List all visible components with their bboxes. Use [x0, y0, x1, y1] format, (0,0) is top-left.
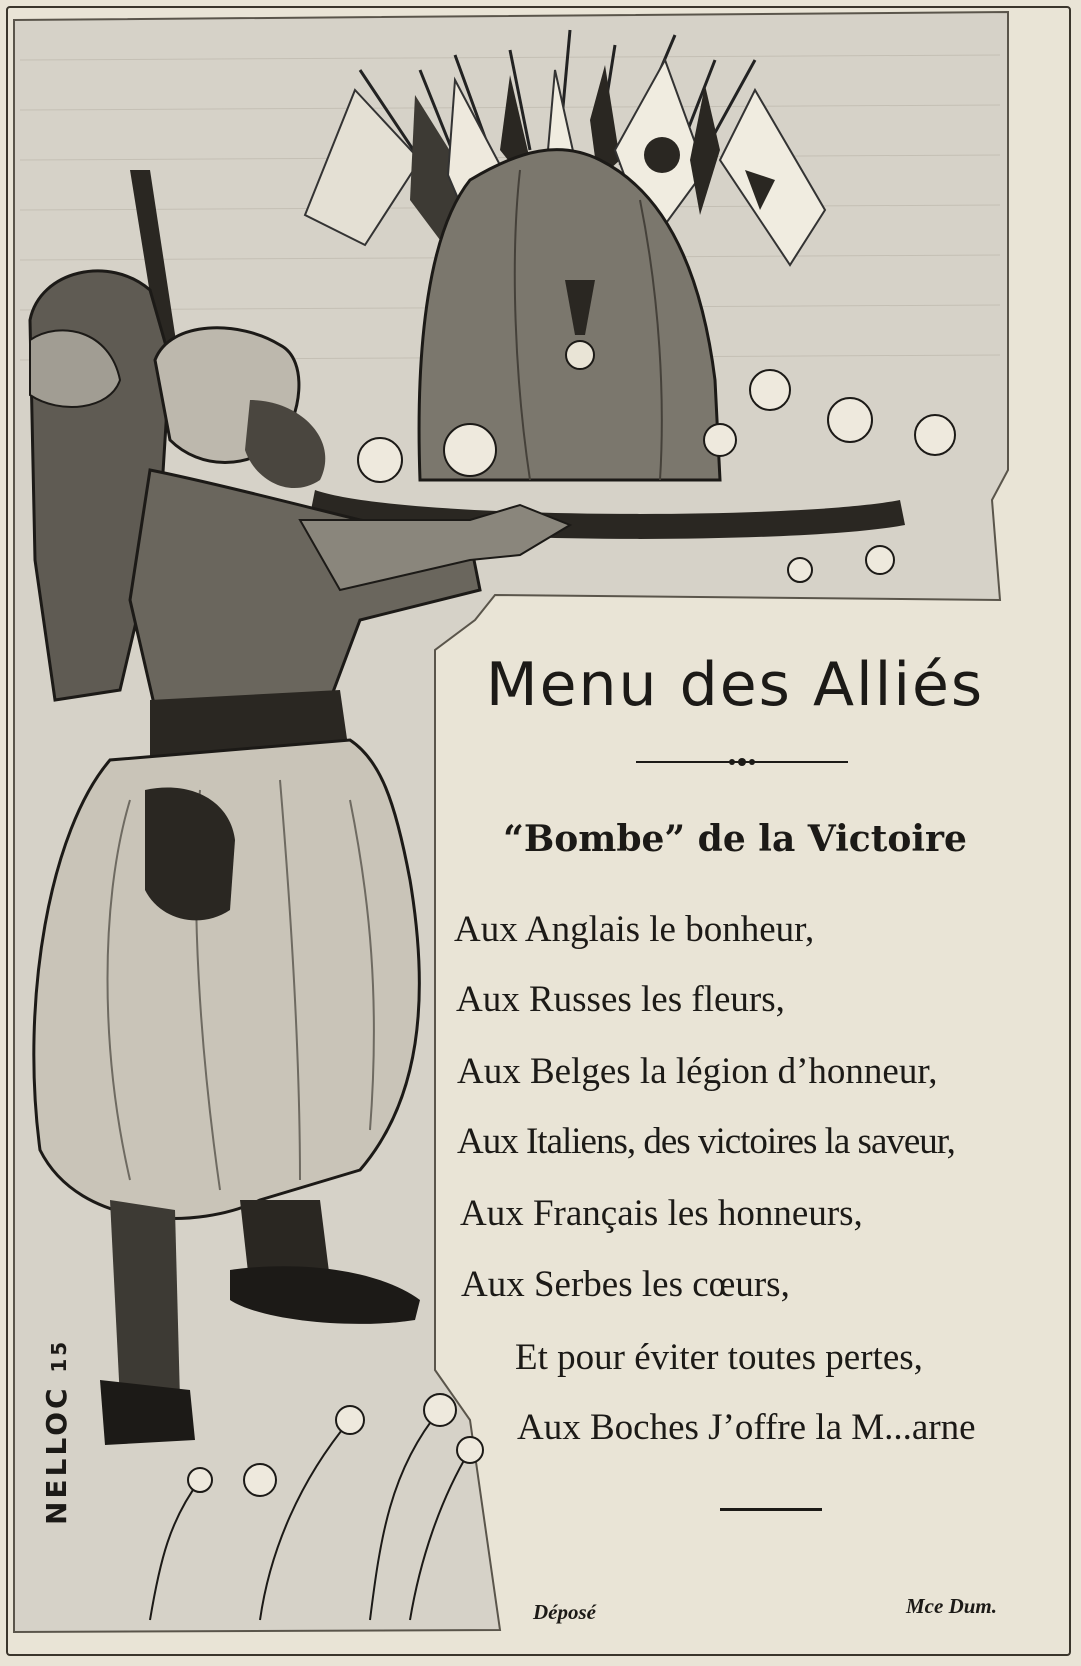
verse-line: Aux Boches J’offre la M...arne: [517, 1407, 976, 1448]
footer-depose: Déposé: [533, 1600, 596, 1624]
closing-rule: [720, 1508, 822, 1511]
left-gaiter: [110, 1200, 180, 1400]
artist-signature: [40, 1339, 73, 1525]
artist-year: 15: [47, 1338, 71, 1373]
verse-line: Aux Belges la légion d’honneur,: [457, 1051, 938, 1092]
verse-line: Aux Anglais le bonheur,: [454, 909, 815, 950]
verse-line: Aux Russes les fleurs,: [456, 979, 785, 1020]
medal-icon: [566, 341, 594, 369]
verse-line: Aux Italiens, des victoires la saveur,: [457, 1121, 955, 1162]
menu-title: Menu des Alliés: [485, 650, 985, 720]
verse-line: Et pour éviter toutes pertes,: [515, 1337, 923, 1378]
verse-line: Aux Serbes les cœurs,: [461, 1264, 790, 1305]
verse-line: Aux Français les honneurs,: [460, 1193, 863, 1234]
artist-name: NELLOC: [40, 1385, 73, 1525]
flag-japan-sun: [644, 137, 680, 173]
menu-subtitle: “Bombe” de la Victoire: [503, 818, 967, 860]
footer-publisher: Mce Dum.: [906, 1594, 997, 1618]
baggy-trousers: [34, 740, 420, 1218]
left-shoe: [100, 1380, 195, 1445]
ornament-divider: [636, 755, 848, 769]
